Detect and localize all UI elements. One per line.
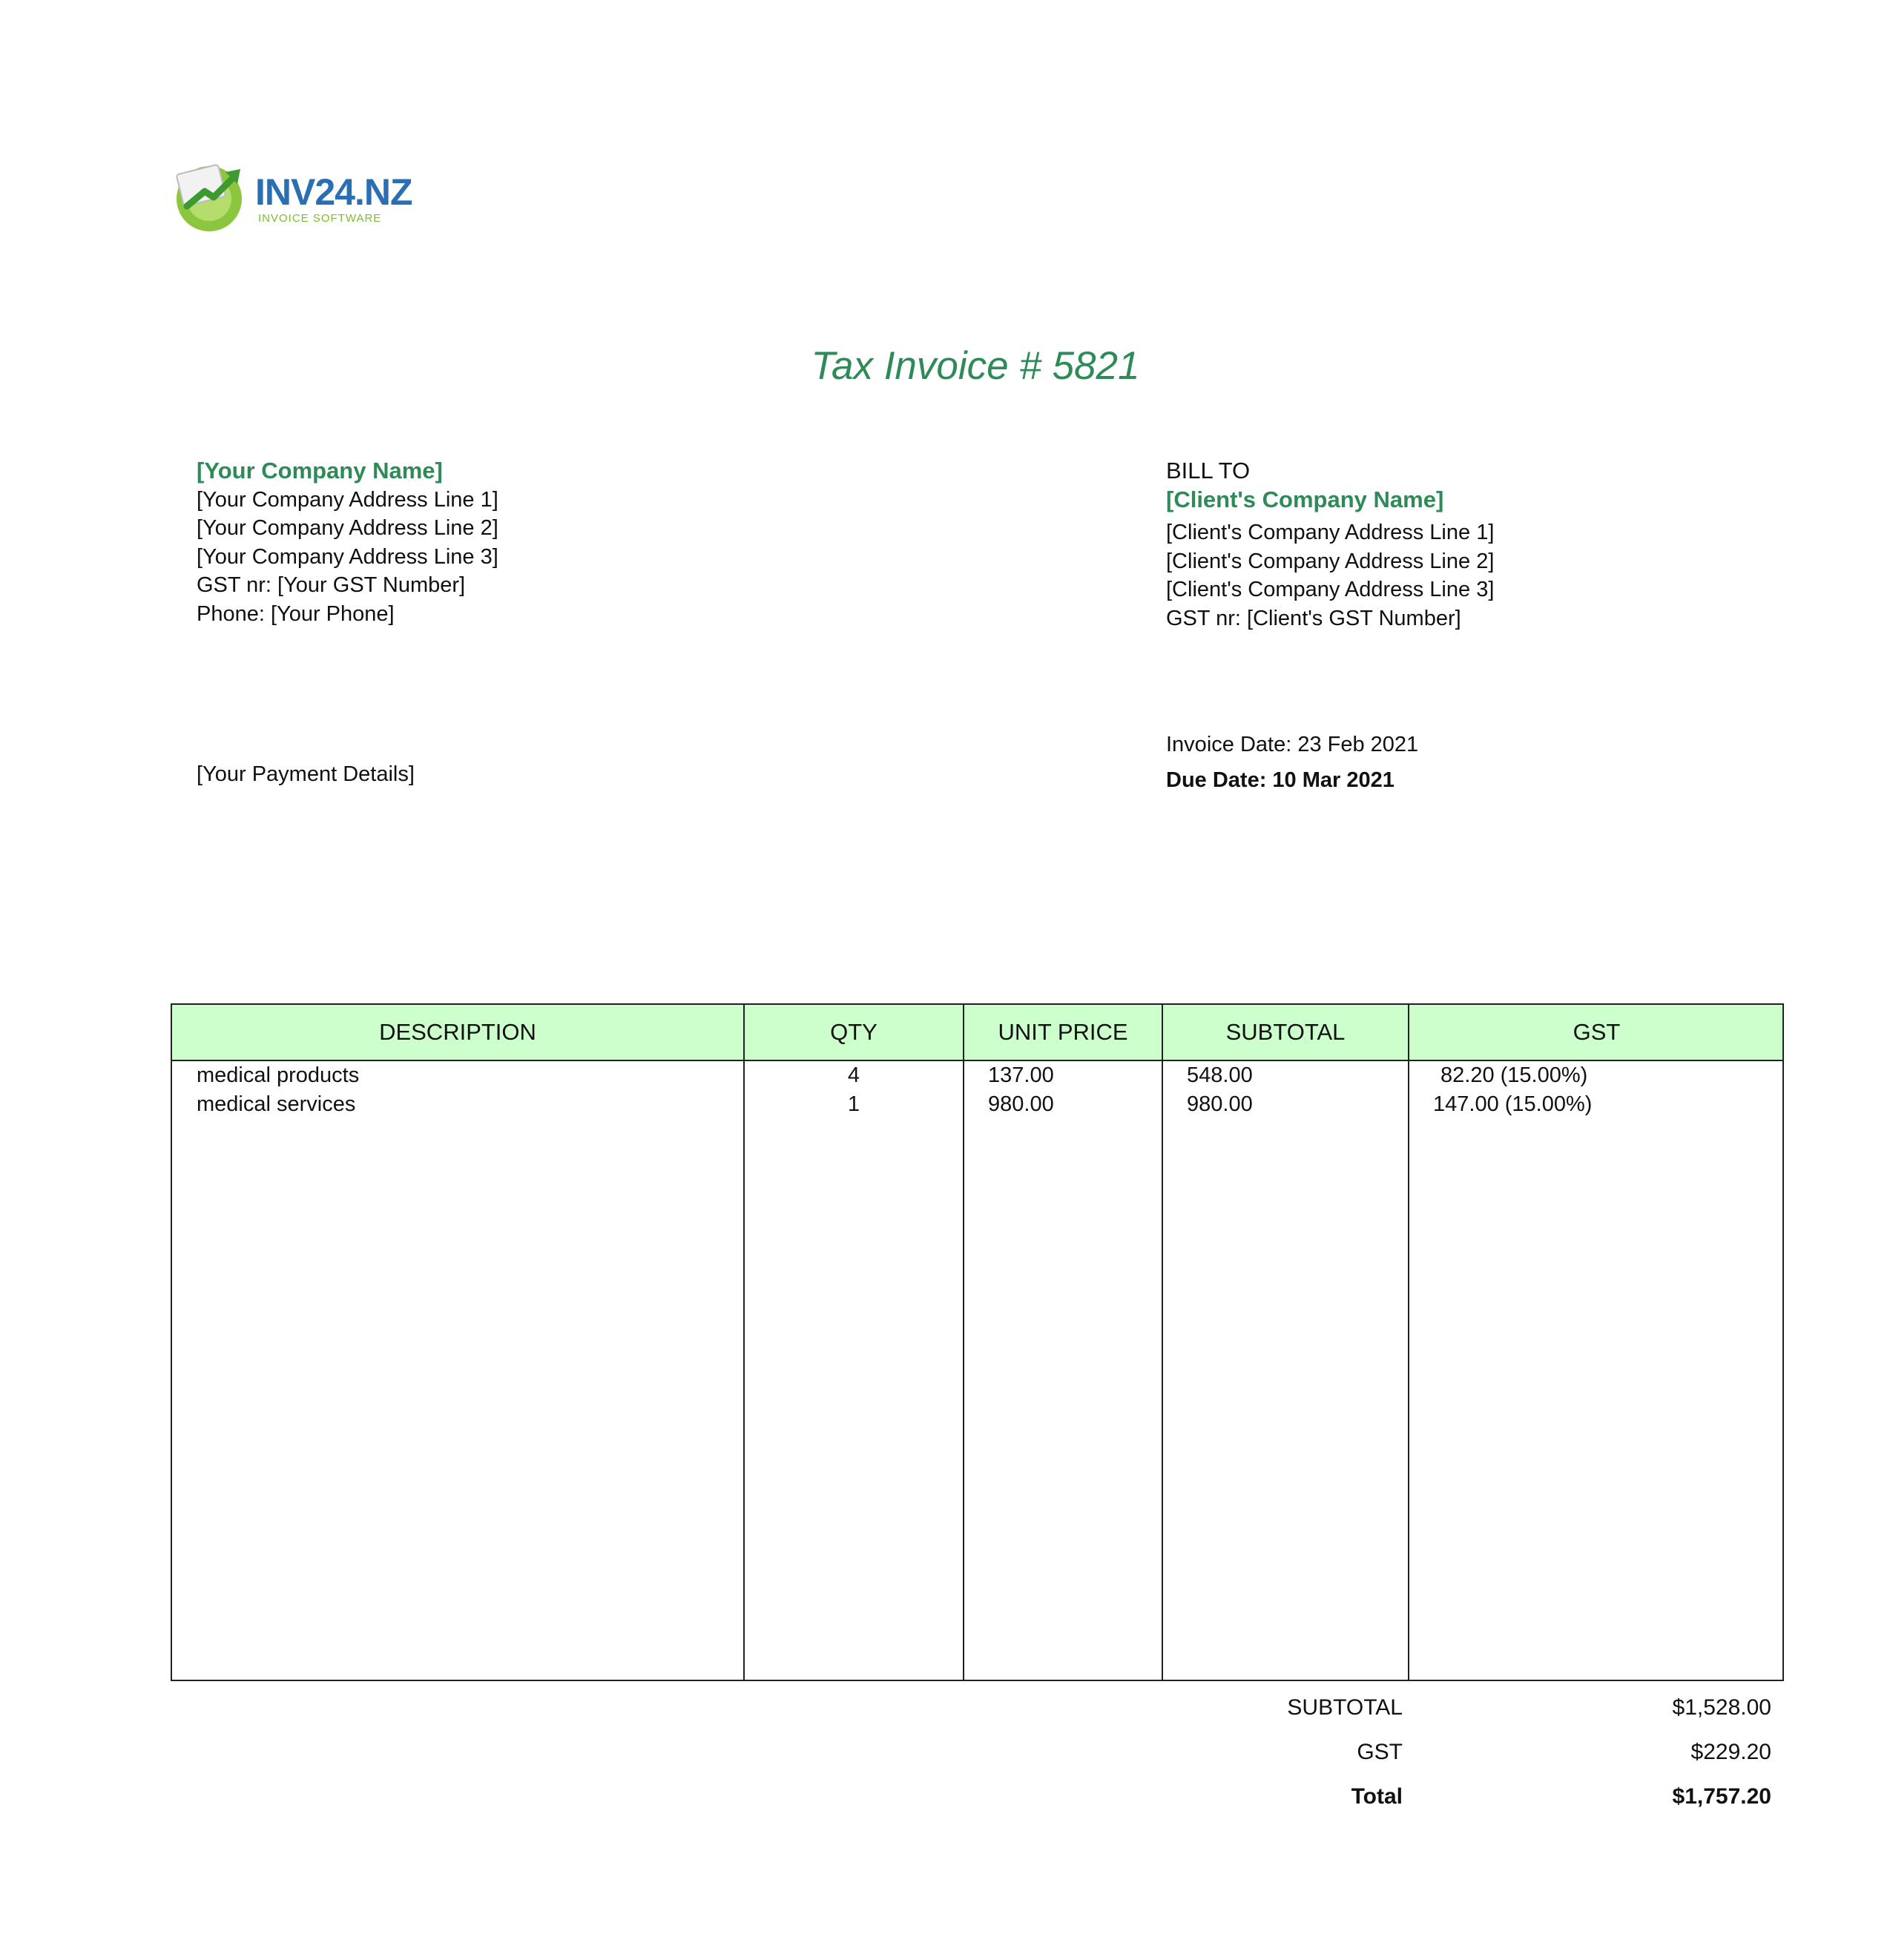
- table-row: [172, 1061, 1782, 1090]
- table-row: [172, 1090, 1782, 1119]
- row-gst: 82.20 (15.00%): [1440, 1063, 1588, 1087]
- total-label: Total: [1351, 1784, 1403, 1809]
- row-unit-price: 980.00: [988, 1092, 1054, 1116]
- invoice-date: Invoice Date: 23 Feb 2021: [1166, 733, 1419, 756]
- line-items-table: [171, 1003, 1784, 1681]
- sender-phone: Phone: [Your Phone]: [197, 601, 395, 626]
- table-header: [172, 1005, 1782, 1061]
- subtotal-value: $1,528.00: [1672, 1695, 1771, 1720]
- header-subtotal: SUBTOTAL: [1225, 1019, 1346, 1045]
- row-subtotal: 980.00: [1187, 1092, 1253, 1116]
- sender-block: [197, 457, 498, 628]
- logo-tagline: INVOICE SOFTWARE: [258, 212, 382, 225]
- row-unit-price: 137.00: [988, 1063, 1054, 1087]
- sender-gst: GST nr: [Your GST Number]: [197, 573, 466, 597]
- sender-address-line-1: [Your Company Address Line 1]: [197, 487, 498, 512]
- dates-block: [1166, 727, 1418, 798]
- client-address-line-3: [Client's Company Address Line 3]: [1166, 578, 1495, 601]
- total-value: $1,757.20: [1672, 1784, 1771, 1809]
- row-qty: 1: [847, 1092, 860, 1116]
- header-gst: GST: [1573, 1019, 1621, 1045]
- gst-label: GST: [1357, 1740, 1403, 1764]
- header-unit-price: UNIT PRICE: [998, 1019, 1128, 1045]
- row-description: medical products: [197, 1063, 360, 1087]
- row-qty: 4: [847, 1063, 860, 1087]
- client-gst: GST nr: [Client's GST Number]: [1166, 606, 1461, 630]
- bill-to-heading: BILL TO: [1166, 458, 1251, 484]
- table-body: [172, 1061, 1782, 1118]
- client-company-name: [Client's Company Name]: [1166, 486, 1444, 512]
- subtotal-label: SUBTOTAL: [1287, 1695, 1403, 1720]
- row-description: medical services: [197, 1092, 356, 1116]
- row-gst: 147.00 (15.00%): [1433, 1092, 1593, 1116]
- company-logo: [172, 159, 412, 233]
- client-address-line-1: [Client's Company Address Line 1]: [1166, 521, 1495, 544]
- row-subtotal: 548.00: [1187, 1063, 1253, 1087]
- logo-graphic-icon: [172, 159, 249, 233]
- gst-value: $229.20: [1690, 1740, 1771, 1764]
- sender-address-line-3: [Your Company Address Line 3]: [197, 544, 498, 569]
- header-qty: QTY: [830, 1019, 878, 1045]
- logo-name: INV24.NZ: [255, 171, 412, 213]
- sender-company-name: [Your Company Name]: [197, 458, 443, 484]
- sender-address-line-2: [Your Company Address Line 2]: [197, 516, 498, 540]
- bill-to-block: [1166, 457, 1494, 633]
- client-address-line-2: [Client's Company Address Line 2]: [1166, 549, 1495, 573]
- invoice-title: Tax Invoice # 5821: [811, 344, 1140, 388]
- payment-details: [Your Payment Details]: [197, 762, 415, 786]
- header-description: DESCRIPTION: [379, 1019, 536, 1045]
- due-date: Due Date: 10 Mar 2021: [1166, 768, 1395, 792]
